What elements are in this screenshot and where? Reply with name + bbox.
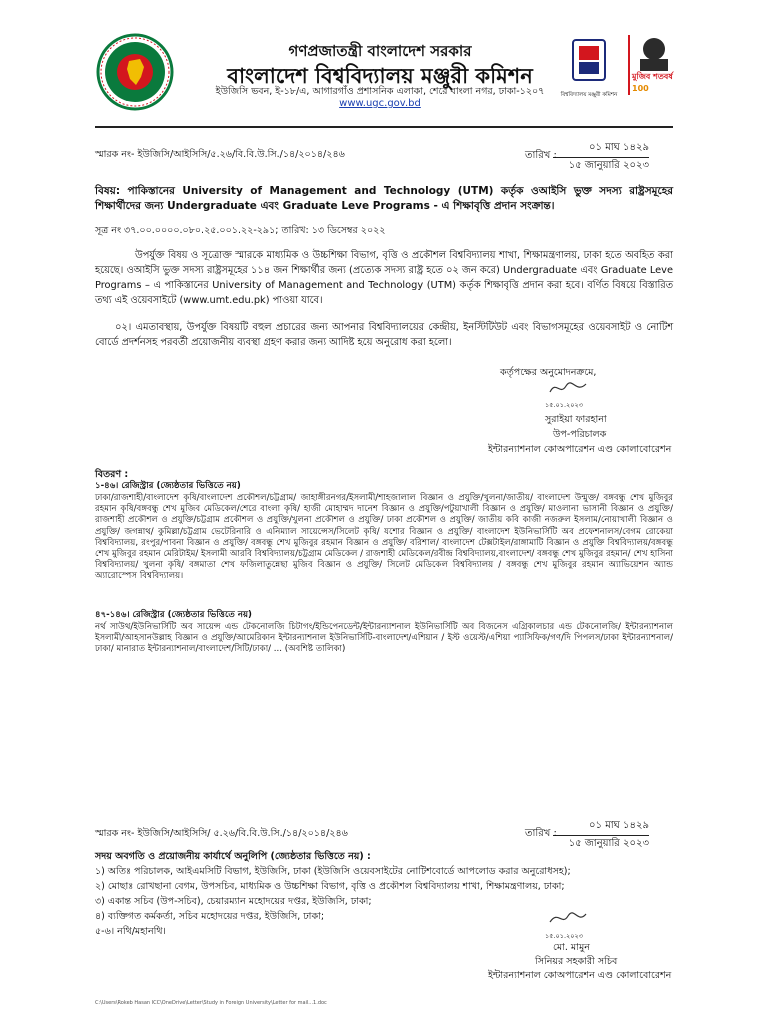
website-link[interactable]: www.ugc.gov.bd — [339, 98, 421, 109]
copies-heading: সদয় অবগতি ও প্রয়োজনীয় কার্যার্থে অনুলিপি (জ্যেষ্ঠতার ভিত্তিতে নয়) : — [95, 851, 371, 862]
signature-1-date: ১৫.০১.২০২৩ — [545, 401, 583, 409]
signatory-1-division: ইন্টারন্যাশনাল কোঅপারেশন এণ্ড কোলাবোরেশন — [488, 444, 672, 455]
signatory-2-designation: সিনিয়র সহকারী সচিব — [535, 956, 618, 967]
signature-2-date: ১৫.০১.২০২৩ — [545, 932, 583, 940]
file-path-footer: C:\Users\Rokeb Hasan ICC\OneDrive\Letter\Study in Foreign University\Letter for mail...1.doc — [95, 1000, 327, 1006]
badge-text: মুজিব শতবর্ষ — [632, 72, 673, 81]
memo-reference-1: স্মারক নং- ইউজিসি/আইসিসি/৫.২৬/বি.বি.উ.সি./১৪/২০১৪/২৪৬ — [95, 149, 345, 160]
body-paragraph-2: ০২। এমতাবস্থায়, উপর্যুক্ত বিষয়টি বহুল প্রচারের জন্য আপনার বিশ্ববিদ্যালয়ের কেন্দ্রীয়, ইনস্টিটিউট এবং বিভাগসমূহের ওয়েবসাইট ও নোটিশ বোর্ডে প্রদর্শনসহ পরবর্তী প্রয়োজনীয় ব্যবস্থা গ্রহণ করার জন্য আদিষ্ট হয়ে অনুরোধ করা হলো। — [95, 322, 673, 348]
signature-1-icon — [548, 378, 588, 398]
distribution-group-1-list: ঢাকা/রাজশাহী/বাংলাদেশ কৃষি/বাংলাদেশ প্রকৌশল/চট্টগ্রাম/ জাহাঙ্গীরনগর/ইসলামী/শাহজালাল বিজ্ঞান ও প্রযুক্তি/খুলনা/জাতীয়/ বাংলাদেশ উন্মুক্ত/ বঙ্গবন্ধু শেখ মুজিবুর রহমান কৃষি/বঙ্গবন্ধু শেখ মুজিব মেডিকেল/শেরে বাংলা কৃষি/ হাজী মোহাম্মদ দানেশ বিজ্ঞান ও প্রযুক্তি/পটুয়াখালী বিজ্ঞান ও প্রযুক্তি/ মাওলানা ভাসানী বিজ্ঞান ও প্রযুক্তি/রাজশাহী প্রকৌশল ও প্রযুক্তি/চট্টগ্রাম প্রকৌশল ও প্রযুক্তি/খুলনা প্রকৌশল ও প্রযুক্তি/ ঢাকা প্রকৌশল ও প্রযুক্তি/ জাতীয় কবি কাজী নজরুল ইসলাম/নোয়াখালী বিজ্ঞান ও প্রযুক্তি/ জগন্নাথ/ কুমিল্লা/চট্টগ্রাম ভেটেরিনারি ও এনিম্যাল সায়েন্সেস/সিলেট কৃষি/ যশোর বিজ্ঞান ও প্রযুক্তি/ বাংলাদেশ ইউনিভার্সিটি অব প্রফেশনালস/বেগম রোকেয়া বিশ্ববিদ্যালয়, রংপুর/পাবনা বিজ্ঞান ও প্রযুক্তি/ বঙ্গবন্ধু শেখ মুজিবুর রহমান বিজ্ঞান ও প্রযুক্তি/ বরিশাল/ বাংলাদেশ টেক্সটাইল/রাঙ্গামাটি বিজ্ঞান ও প্রযুক্তি বিশ্ববিদ্যালয়/বঙ্গবন্ধু শেখ মুজিবুর রহমান মেরিটাইম/ ইসলামী আরবি বিশ্ববিদ্যালয়/চট্টগ্রাম মেডিকেল / রাজশাহী মেডিকেল/রবীন্দ্র বিশ্ববিদ্যালয়,বাংলাদেশ/ বঙ্গবন্ধু শেখ মুজিবুর রহমান/ শেখ হাসিনা বিশ্ববিদ্যালয়/ খুলনা কৃষি/ বঙ্গমাতা শেখ ফজিলাতুন্নেছা মুজিব বিজ্ঞান ও প্রযুক্তি/ সিলেট মেডিকেল বিশ্ববিদ্যালয় / বঙ্গবন্ধু শেখ মুজিবুর রহমান অ্যাভিয়েশন অ্যান্ড অ্যারোস্পেস বিশ্ববিদ্যালয়। — [95, 493, 673, 582]
bangladesh-government-seal-icon — [96, 33, 174, 111]
ugc-logo-icon — [571, 38, 607, 90]
subject-line: বিষয়: পাকিস্তানের University of Management and Technology (UTM) কর্তৃক ওআইসি ভুক্ত সদস্য রাষ্ট্রসমূহের শিক্ষার্থীদের জন্য Undergraduate এবং Graduate Leve Programs - এ শিক্ষাবৃত্তি প্রদান সংক্রান্ত। — [95, 185, 673, 212]
commission-title: বাংলাদেশ বিশ্ববিদ্যালয় মঞ্জুরী কমিশন — [227, 64, 533, 88]
signatory-1-name: সুরাইয়া ফারহানা — [545, 414, 607, 425]
reference-line: সূত্র নং ৩৭.০০.০০০০.০৮০.২৫.০০১.২২-২৯১; তারিখ: ১৩ ডিসেম্বর ২০২২ — [95, 225, 386, 236]
date-english: ১৫ জানুয়ারি ২০২৩ — [568, 160, 649, 171]
signatory-1-designation: উপ-পরিচালক — [553, 429, 607, 440]
date-label: তারিখ : — [525, 150, 557, 161]
ugc-logo-caption: বিশ্ববিদ্যালয় মঞ্জুরী কমিশন — [560, 92, 618, 98]
distribution-group-2-list: নর্থ সাউথ/ইউনিভার্সিটি অব সায়েন্স এন্ড টেকনোলজি চিটাগং/ইন্ডিপেনডেন্ট/ইন্টারন্যাশনাল ইউনিভার্সিটি অব বিজনেস এগ্রিকালচার এন্ড টেকনোলজি/ ইন্টারন্যাশনাল ইসলামী/আহসানউল্লাহ বিজ্ঞান ও প্রযুক্তি/আমেরিকান ইন্টারন্যাশনাল ইউনিভার্সিটি-বাংলাদেশ/এশিয়ান / ইস্ট ওয়েস্ট/এশিয়া প্যাসিফিক/গণ/দি পিপলস/ঢাকা ইন্টারন্যাশনাল/ ঢাকা/ মানারাত ইন্টারন্যাশনাল/বাংলাদেশ/সিটি/ঢাকা/ ... (অবশিষ্ট তালিকা) — [95, 622, 673, 655]
signatory-2-division: ইন্টারন্যাশনাল কোঅপারেশন এণ্ড কোলাবোরেশন — [488, 970, 672, 981]
copy-item-5: ৫-৬। নথি/মহানথি। — [95, 926, 166, 937]
signatory-2-name: মো. মামুন — [553, 942, 590, 953]
date-bangla-2: ০১ মাঘ ১৪২৯ — [553, 818, 649, 836]
body-paragraph-1: উপর্যুক্ত বিষয় ও সূত্রোক্ত স্মারকে মাধ্যমিক ও উচ্চশিক্ষা বিভাগ, বৃত্তি ও প্রকৌশল বিশ্ববিদ্যালয় শাখা, শিক্ষামন্ত্রণালয়, ঢাকা হতে অবহিত করা হয়েছে। ওআইসি ভুক্ত সদস্য রাষ্ট্রসমূহের ১১৪ জন শিক্ষার্থীর জন্য (প্রত্যেক সদস্য রাষ্ট্র হতে ০২ জন করে) Undergraduate এবং Graduate Leve Programs – এ পাকিস্তানের University of Management and Technology (UTM) কর্তৃক শিক্ষাবৃত্তি প্রদান করা হবে। বর্ণিত বিষয়ে বিস্তারিত তথ্য এই ওয়েবসাইটে (www.umt.edu.pk) পাওয়া যাবে। — [95, 250, 673, 306]
memo-reference-2: স্মারক নং- ইউজিসি/আইসিসি/ ৫.২৬/বি.বি.উ.সি./১৪/২০১৪/২৪৬ — [95, 828, 348, 839]
header-divider — [95, 126, 673, 128]
mujib-centenary-badge — [628, 35, 680, 95]
portrait-icon — [630, 35, 678, 71]
copy-item-4: ৪) ব্যক্তিগত কর্মকর্তা, সচিব মহোদয়ের দপ্তর, ইউজিসি, ঢাকা; — [95, 911, 325, 922]
memo-date-block-2 — [525, 818, 673, 853]
badge-number: 100 — [632, 84, 649, 93]
date-label-2: তারিখ : — [525, 828, 557, 839]
distribution-group-1-title: ১-৪৬। রেজিস্ট্রার (জ্যেষ্ঠতার ভিত্তিতে নয়) — [95, 481, 241, 491]
distribution-heading: বিতরণ : — [95, 469, 129, 480]
approval-line: কর্তৃপক্ষের অনুমোদনক্রমে, — [500, 367, 597, 378]
date-english-2: ১৫ জানুয়ারি ২০২৩ — [568, 838, 649, 849]
date-bangla: ০১ মাঘ ১৪২৯ — [553, 140, 649, 158]
copy-item-3: ৩) একান্ত সচিব (উপ-সচিব), চেয়ারম্যান মহোদয়ের দপ্তর, ইউজিসি, ঢাকা; — [95, 896, 372, 907]
commission-address: ইউজিসি ভবন, ই-১৮/এ, আগারগাঁও প্রশাসনিক এলাকা, শেরে বাংলা নগর, ঢাকা-১২০৭ — [215, 86, 545, 97]
signature-2-icon — [548, 906, 588, 928]
distribution-group-2-title: ৪৭-১৪৬। রেজিস্ট্রার (জ্যেষ্ঠতার ভিত্তিতে নয়) — [95, 610, 252, 620]
copy-item-1: ১) অতিঃ পরিচালক, আইএমসিটি বিভাগ, ইউজিসি, ঢাকা (ইউজিসি ওয়েবসাইটের নোটিশবোর্ডে আপলোড করার অনুরোধসহ); — [95, 866, 571, 877]
memo-date-block-1 — [525, 140, 673, 175]
copy-item-2: ২) মোছাঃ রোখছানা বেগম, উপসচিব, মাধ্যমিক ও উচ্চশিক্ষা বিভাগ, বৃত্তি ও প্রকৌশল বিশ্ববিদ্যালয় শাখা, শিক্ষামন্ত্রণালয়, ঢাকা; — [95, 881, 565, 892]
gov-title: গণপ্রজাতন্ত্রী বাংলাদেশ সরকার — [288, 42, 472, 60]
